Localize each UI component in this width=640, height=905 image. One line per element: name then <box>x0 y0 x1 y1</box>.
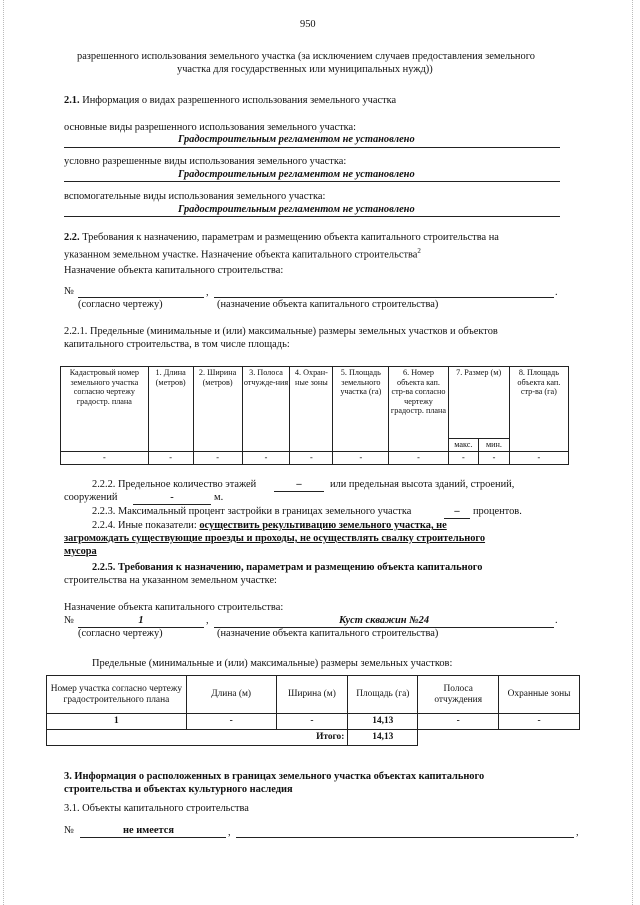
object-number-value: 1 <box>78 615 204 628</box>
other-indicators-text-1: осуществить рекультивацию земельного участка, не <box>199 520 447 531</box>
th-exclusion-strip: 3. Полоса отчужде-ния <box>242 367 290 452</box>
caption-purpose: (назначение объекта капитального строительства) <box>217 299 439 310</box>
footnote-mark: 2 <box>417 247 421 255</box>
th-object-number: 6. Номер объекта кап. стр-ва согласно чертежу градостр. плана <box>389 367 448 452</box>
floors-label: 2.2.2. Предельное количество этажей <box>92 479 257 490</box>
section-2-2-line-1 <box>64 232 560 244</box>
table-cell: - <box>186 714 276 730</box>
table-row <box>47 714 580 730</box>
table-cell: - <box>448 451 479 464</box>
dimensions-table <box>60 366 569 465</box>
th-size-max: макс. <box>448 439 479 452</box>
section-2-1-number: 2.1. <box>64 95 80 106</box>
th-width-m: Ширина (м) <box>276 676 348 714</box>
limits-title: Предельные (минимальные и (или) максимальные) размеры земельных участков: <box>92 658 453 669</box>
th-cadastral: Кадастровый номер земельного участка согласно чертежу градостр. плана <box>61 367 149 452</box>
caption-purpose-2: (назначение объекта капитального строительства) <box>217 628 439 639</box>
number-field-line <box>78 297 204 298</box>
section-3-line-1: 3. Информация о расположенных в границах земельного участка объектах капитального <box>64 771 485 782</box>
table-cell: - <box>389 451 448 464</box>
table-cell: - <box>418 714 499 730</box>
table-row <box>61 451 569 464</box>
coverage-label: 2.2.3. Максимальный процент застройки в границах земельного участка <box>92 506 412 517</box>
table-cell: 14,13 <box>348 714 418 730</box>
total-label: Итого: <box>47 730 348 746</box>
auxiliary-use-value: Градостроительным регламентом не установлено <box>178 204 415 215</box>
object-purpose-value: Куст скважин №24 <box>214 615 554 628</box>
th-length: 1. Длина (метров) <box>148 367 193 452</box>
section-2-2-1-line-2: капитального строительства, в том числе площадь: <box>64 339 290 350</box>
section-2-2-number: 2.2. <box>64 232 80 243</box>
land-plot-table <box>46 675 580 746</box>
page-number: 950 <box>300 19 316 30</box>
th-length-m: Длина (м) <box>186 676 276 714</box>
page-edge-right <box>632 0 633 905</box>
th-land-area: 5. Площадь земельного участка (га) <box>333 367 389 452</box>
percent-unit: процентов. <box>473 506 522 517</box>
table-cell: - <box>242 451 290 464</box>
table-cell: - <box>193 451 242 464</box>
structures-label: сооружений <box>64 492 118 503</box>
main-use-underline <box>64 147 560 148</box>
table-cell: - <box>290 451 333 464</box>
total-value: 14,13 <box>348 730 418 746</box>
th-size: 7. Размер (м) <box>448 367 509 439</box>
section-3-1-title: 3.1. Объекты капитального строительства <box>64 803 249 814</box>
th-width: 2. Ширина (метров) <box>193 367 242 452</box>
comma-sep-2: , <box>206 615 209 626</box>
section-2-2-5-line-2: строительства на указанном земельном участке: <box>64 575 277 586</box>
end-comma: , <box>576 827 579 838</box>
number-sign: № <box>64 286 74 297</box>
purpose-label-2: Назначение объекта капитального строительства: <box>64 602 284 613</box>
th-exclusion: Полоса отчуждения <box>418 676 499 714</box>
purpose-field-line <box>214 297 554 298</box>
th-protection-zones: 4. Охран-ные зоны <box>290 367 333 452</box>
table-cell: - <box>276 714 348 730</box>
empty-cell <box>499 730 580 746</box>
section-3-line-2: строительства и объектах культурного наследия <box>64 784 293 795</box>
th-area-ha: Площадь (га) <box>348 676 418 714</box>
section-2-1-heading <box>64 95 396 107</box>
number-sign-2: № <box>64 615 74 626</box>
height-value: - <box>133 492 211 505</box>
page-edge-left <box>3 0 4 905</box>
main-use-value: Градостроительным регламентом не установлено <box>178 134 415 145</box>
other-indicators <box>92 520 447 532</box>
purpose-label: Назначение объекта капитального строительства: <box>64 265 284 276</box>
total-row <box>47 730 580 746</box>
table-cell: - <box>61 451 149 464</box>
comma-sep-3: , <box>228 827 231 838</box>
auxiliary-use-label: вспомогательные виды использования земельного участка: <box>64 191 326 202</box>
th-plot-number: Номер участка согласно чертежу градостроительного плана <box>47 676 187 714</box>
conditional-use-underline <box>64 181 560 182</box>
objects-value: не имеется <box>123 825 174 836</box>
height-label: или предельная высота зданий, строений, <box>330 479 515 490</box>
section-2-2-1-line-1: 2.2.1. Предельные (минимальные и (или) максимальные) размеры земельных участков и объектов <box>64 326 498 337</box>
other-indicators-text-3: мусора <box>64 546 97 557</box>
conditional-use-label: условно разрешенные виды использования земельного участка: <box>64 156 347 167</box>
number-sign-3: № <box>64 825 74 836</box>
table-cell: 1 <box>47 714 187 730</box>
end-dot-2: . <box>555 615 558 626</box>
table-cell: - <box>509 451 568 464</box>
th-size-min: мин. <box>479 439 510 452</box>
objects-purpose-line <box>236 837 574 838</box>
main-use-label: основные виды разрешенного использования земельного участка: <box>64 122 357 133</box>
meters-unit: м. <box>214 492 224 503</box>
section-2-2-line-2 <box>64 245 421 261</box>
empty-cell <box>418 730 499 746</box>
th-protection: Охранные зоны <box>499 676 580 714</box>
conditional-use-value: Градостроительным регламентом не установлено <box>178 169 415 180</box>
auxiliary-use-underline <box>64 216 560 217</box>
intro-line-1: разрешенного использования земельного участка (за исключением случаев предоставления земельного <box>77 51 535 62</box>
intro-line-2: участка для государственных или муниципальных нужд)) <box>177 64 433 75</box>
other-indicators-label: 2.2.4. Иные показатели: <box>92 520 197 531</box>
table-cell: - <box>333 451 389 464</box>
th-object-area: 8. Площадь объекта кап. стр-ва (га) <box>509 367 568 452</box>
table-cell: - <box>499 714 580 730</box>
other-indicators-text-2: загромождать существующие проезды и проходы, не осуществлять свалку строительного <box>64 533 486 544</box>
floors-value: – <box>274 479 324 492</box>
section-2-2-5-text: 2.2.5. Требования к назначению, параметрам и размещению объекта капитального <box>92 562 483 573</box>
end-dot: . <box>555 287 558 298</box>
table-cell: - <box>148 451 193 464</box>
coverage-value: – <box>444 506 470 519</box>
section-2-2-5-line-1 <box>92 562 482 574</box>
caption-by-drawing: (согласно чертежу) <box>78 299 163 310</box>
caption-by-drawing-2: (согласно чертежу) <box>78 628 163 639</box>
section-2-1-title: Информация о видах разрешенного использования земельного участка <box>82 95 397 106</box>
objects-number-line <box>80 837 226 838</box>
section-2-2-text-2: указанном земельном участке. Назначение объекта капитального строительства <box>64 249 418 261</box>
table-cell: - <box>479 451 510 464</box>
comma-sep: , <box>206 287 209 298</box>
section-2-2-text: Требования к назначению, параметрам и размещению объекта капитального строительства на <box>82 232 499 243</box>
